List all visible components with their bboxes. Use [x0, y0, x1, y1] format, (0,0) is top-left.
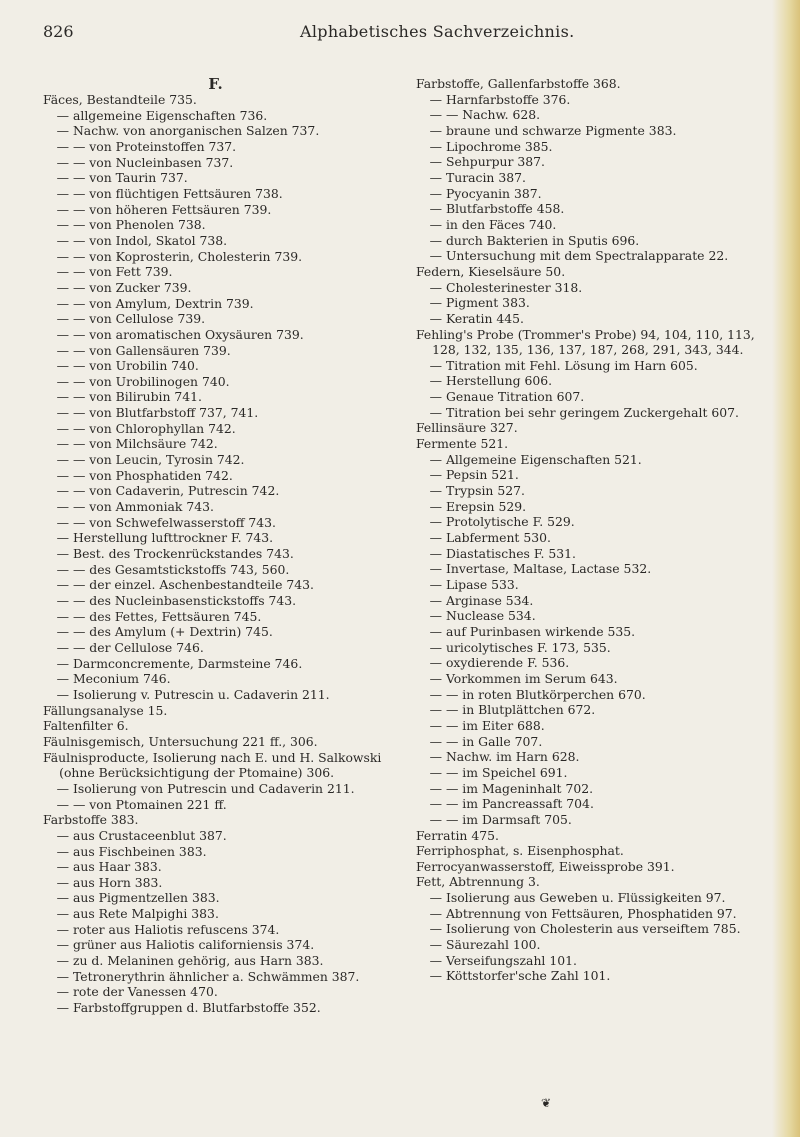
index-entry: — — im Eiter 688. [429, 717, 545, 733]
index-entry: — auf Purinbasen wirkende 535. [429, 623, 636, 639]
index-column-right [416, 76, 761, 984]
index-entry: — — von Indol, Skatol 738. [56, 232, 228, 248]
index-entry: — Herstellung lufttrockner F. 743. [56, 530, 274, 546]
index-entry: Fehling's Probe (Trommer's Probe) 94, 104, 110, 113, 128, 132, 135, 136, 137, 187, 268, 291, 343, 344. [416, 326, 759, 358]
page-title: Alphabetisches Sachverzeichnis. [300, 22, 575, 41]
index-entry: — — von Phosphatiden 742. [56, 467, 233, 483]
index-entry: — Arginase 534. [429, 592, 534, 608]
index-entry: — — von Amylum, Dextrin 739. [56, 295, 254, 311]
index-entry: — braune und schwarze Pigmente 383. [429, 122, 677, 138]
index-entry: — Allgemeine Eigenschaften 521. [429, 451, 642, 467]
index-entry: — — in roten Blutkörperchen 670. [429, 686, 646, 702]
index-entry: — in den Fäces 740. [429, 216, 557, 232]
index-entry: — — von Phenolen 738. [56, 217, 206, 233]
index-entry: — — im Speichel 691. [429, 764, 568, 780]
index-entry: — Tetronerythrin ähnlicher a. Schwämmen 387. [56, 968, 360, 984]
index-entry: — Erepsin 529. [429, 498, 527, 514]
index-entry: — — von Blutfarbstoff 737, 741. [56, 405, 259, 421]
index-entry: — Herstellung 606. [429, 373, 553, 389]
index-entry: — Trypsin 527. [429, 483, 525, 499]
index-entry: — aus Horn 383. [56, 874, 163, 890]
index-entry: Fermente 521. [416, 436, 509, 452]
index-entry: — — von Taurin 737. [56, 170, 188, 186]
index-entry: — — von flüchtigen Fettsäuren 738. [56, 185, 283, 201]
index-entry: — Farbstoffgruppen d. Blutfarbstoffe 352. [56, 1000, 321, 1016]
index-entry: — Nachw. im Harn 628. [429, 749, 580, 765]
index-entry: — — Nachw. 628. [429, 107, 541, 123]
index-entry: — Abtrennung von Fettsäuren, Phosphatiden 97. [429, 905, 737, 921]
page-number: 826 [43, 22, 74, 41]
index-entry: — — von Urobilinogen 740. [56, 373, 230, 389]
index-entry: Fäces, Bestandteile 735. [43, 92, 197, 107]
index-entry: — — im Pancreassaft 704. [429, 796, 594, 812]
index-entry: — — von Nucleinbasen 737. [56, 154, 234, 170]
index-entry: — — der einzel. Aschenbestandteile 743. [56, 577, 314, 593]
index-entry: — Säurezahl 100. [429, 937, 541, 953]
section-letter: F. [208, 75, 223, 93]
index-entry: — — des Amylum (+ Dextrin) 745. [56, 624, 273, 640]
index-entry: — — von Leucin, Tyrosin 742. [56, 452, 245, 468]
index-entry: — Verseifungszahl 101. [429, 952, 577, 968]
index-entry: — — von Chlorophyllan 742. [56, 420, 236, 436]
page-header [0, 22, 800, 46]
index-entry: Fällungsanalyse 15. [43, 702, 168, 718]
index-entry: — — im Darmsaft 705. [429, 811, 572, 827]
index-entry: — Isolierung von Cholesterin aus verseiftem 785. [429, 921, 741, 937]
index-entry: — Pepsin 521. [429, 467, 519, 483]
index-entry: Farbstoffe, Gallenfarbstoffe 368. [416, 76, 621, 91]
index-entry: — aus Rete Malpighi 383. [56, 906, 219, 922]
index-entry: — — von Milchsäure 742. [56, 436, 218, 452]
index-entry: — — von Ptomainen 221 ff. [56, 796, 227, 812]
index-entry: — — von Proteinstoffen 737. [56, 138, 237, 154]
index-entry: — — von Gallensäuren 739. [56, 342, 231, 358]
index-entry: Ferratin 475. [416, 827, 499, 843]
ornament-icon: ❦ [541, 1096, 552, 1110]
index-entry: — — der Cellulose 746. [56, 639, 204, 655]
index-entry: — grüner aus Haliotis californiensis 374. [56, 937, 315, 953]
index-entry: — Diastatisches F. 531. [429, 545, 576, 561]
index-entry: Fett, Abtrennung 3. [416, 874, 540, 890]
index-entry: — Labferment 530. [429, 530, 551, 546]
index-entry: — Isolierung aus Geweben u. Flüssigkeiten 97. [429, 890, 726, 906]
index-entry: — Meconium 746. [56, 671, 171, 687]
index-entry: — Titration bei sehr geringem Zuckergehalt 607. [429, 404, 739, 420]
index-entry: — — von Schwefelwasserstoff 743. [56, 514, 276, 530]
index-entry: — Nachw. von anorganischen Salzen 737. [56, 123, 320, 139]
index-entry: — Darmconcremente, Darmsteine 746. [56, 655, 303, 671]
index-entry: — aus Pigmentzellen 383. [56, 890, 220, 906]
index-entry: — — des Gesamtstickstoffs 743, 560. [56, 561, 290, 577]
index-entry: — Pyocyanin 387. [429, 185, 542, 201]
index-entry: — Köttstorfer'sche Zahl 101. [429, 968, 611, 984]
index-entry: — — des Fettes, Fettsäuren 745. [56, 608, 262, 624]
index-entry: — Vorkommen im Serum 643. [429, 670, 618, 686]
index-entry: — — von Fett 739. [56, 264, 173, 280]
index-entry: — — von Cellulose 739. [56, 311, 206, 327]
index-entry: Fäulnisgemisch, Untersuchung 221 ff., 306. [43, 733, 318, 749]
index-entry: — aus Crustaceenblut 387. [56, 827, 227, 843]
index-entry: — — von Urobilin 740. [56, 358, 199, 374]
index-entry: — Keratin 445. [429, 310, 524, 326]
index-entry: — Untersuchung mit dem Spectralapparate 22. [429, 248, 729, 264]
index-entry: — rote der Vanessen 470. [56, 984, 218, 1000]
index-entry: — allgemeine Eigenschaften 736. [56, 107, 268, 123]
index-entry: — Harnfarbstoffe 376. [429, 91, 571, 107]
index-entry: — — von Ammoniak 743. [56, 499, 214, 515]
index-entry: Ferriphosphat, s. Eisenphosphat. [416, 843, 624, 859]
index-entry: — — von aromatischen Oxysäuren 739. [56, 326, 304, 342]
index-entry: — Sehpurpur 387. [429, 154, 545, 170]
index-entry: — — in Blutplättchen 672. [429, 702, 596, 718]
index-entry: — — von Zucker 739. [56, 279, 192, 295]
index-entry: — Titration mit Fehl. Lösung im Harn 605. [429, 357, 698, 373]
index-entry: — Protolytische F. 529. [429, 514, 575, 530]
index-entry: — durch Bakterien in Sputis 696. [429, 232, 640, 248]
index-entry: Farbstoffe 383. [43, 812, 139, 828]
index-entry: — Nuclease 534. [429, 608, 536, 624]
index-entry: — Genaue Titration 607. [429, 389, 585, 405]
index-entry: — Isolierung v. Putrescin u. Cadaverin 211. [56, 686, 330, 702]
index-entry: — — des Nucleinbasenstickstoffs 743. [56, 593, 297, 608]
index-entry: Fäulnisproducte, Isolierung nach E. und H. Salkowski (ohne Berücksichtigung der Ptomaine) 306. [43, 749, 386, 781]
index-entry: Faltenfilter 6. [43, 718, 129, 734]
index-entry: — Isolierung von Putrescin und Cadaverin 211. [56, 780, 355, 796]
index-entry: — Cholesterinester 318. [429, 279, 583, 295]
index-entry: Ferrocyanwasserstoff, Eiweissprobe 391. [416, 858, 675, 874]
index-entry: — — von höheren Fettsäuren 739. [56, 201, 272, 217]
index-entry: — Lipase 533. [429, 577, 519, 592]
index-entry: — roter aus Haliotis refuscens 374. [56, 921, 280, 937]
page-edge [772, 0, 800, 1137]
index-entry: — — von Cadaverin, Putrescin 742. [56, 483, 280, 499]
index-entry: Federn, Kieselsäure 50. [416, 263, 566, 279]
index-entry: — zu d. Melaninen gehörig, aus Harn 383. [56, 953, 324, 969]
index-entry: — Invertase, Maltase, Lactase 532. [429, 561, 652, 577]
index-entry: — oxydierende F. 536. [429, 655, 570, 671]
index-entry: — — von Koprosterin, Cholesterin 739. [56, 248, 303, 264]
index-entry: — Pigment 383. [429, 295, 530, 311]
index-entry: — — im Mageninhalt 702. [429, 780, 594, 796]
index-entry: — aus Fischbeinen 383. [56, 843, 207, 859]
index-entry: — Lipochrome 385. [429, 138, 553, 154]
index-entry: — Blutfarbstoffe 458. [429, 201, 565, 217]
index-entry: — — von Bilirubin 741. [56, 389, 202, 405]
index-entry: — — in Galle 707. [429, 733, 543, 749]
index-column-left [43, 76, 398, 1016]
index-entry: — aus Haar 383. [56, 859, 162, 875]
index-entry: Fellinsäure 327. [416, 420, 518, 436]
index-entry: — Turacin 387. [429, 169, 526, 185]
index-entry: — uricolytisches F. 173, 535. [429, 639, 611, 655]
index-entry: — Best. des Trockenrückstandes 743. [56, 546, 294, 562]
